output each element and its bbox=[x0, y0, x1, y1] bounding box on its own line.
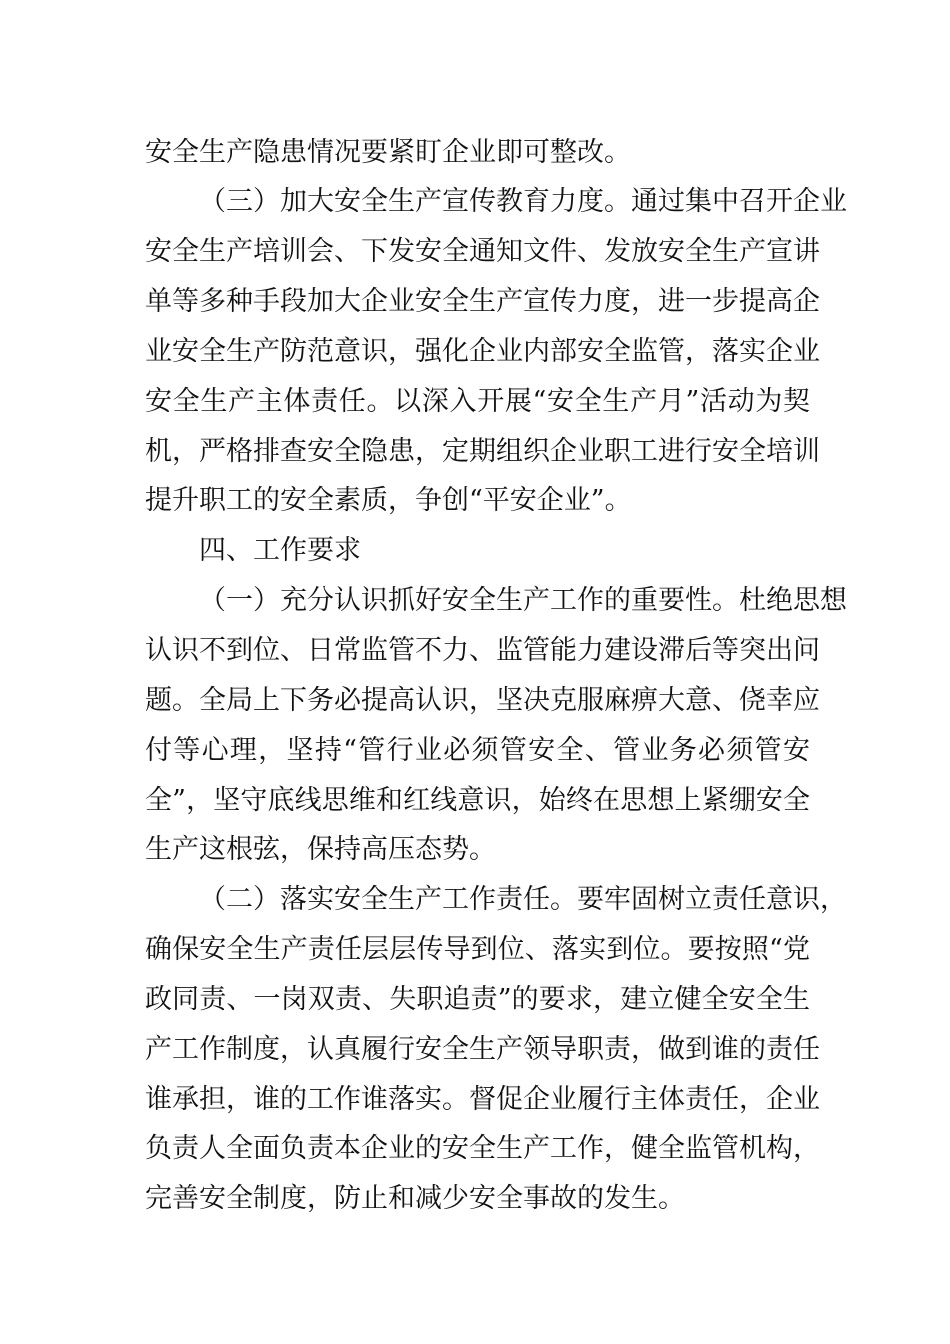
text-line: 确保安全生产责任层层传导到位、落实到位。要按照“党 bbox=[145, 934, 810, 965]
text-line: 题。全局上下务必提高认识，坚决克服麻痹大意、侥幸应 bbox=[145, 685, 820, 716]
text-line: 业安全生产防范意识，强化企业内部安全监管，落实企业 bbox=[145, 336, 820, 367]
text-line: （三）加大安全生产宣传教育力度。通过集中召开企业 bbox=[199, 186, 847, 217]
section-heading: 四、工作要求 bbox=[199, 535, 361, 566]
text-line: 政同责、一岗双责、失职追责”的要求，建立健全安全生 bbox=[145, 984, 810, 1015]
text-line: 负责人全面负责本企业的安全生产工作，健全监管机构， bbox=[145, 1133, 820, 1164]
text-line: 认识不到位、日常监管不力、监管能力建设滞后等突出问 bbox=[145, 635, 820, 666]
text-line: 产工作制度，认真履行安全生产领导职责，做到谁的责任 bbox=[145, 1034, 820, 1065]
text-line: 付等心理，坚持“管行业必须管安全、管业务必须管安 bbox=[145, 735, 810, 766]
text-line: 单等多种手段加大企业安全生产宣传力度，进一步提高企 bbox=[145, 286, 820, 317]
text-line: 生产这根弦，保持高压态势。 bbox=[145, 834, 496, 865]
text-line: （一）充分认识抓好安全生产工作的重要性。杜绝思想 bbox=[199, 585, 847, 616]
text-line: 完善安全制度，防止和减少安全事故的发生。 bbox=[145, 1183, 685, 1214]
text-line: 提升职工的安全素质，争创“平安企业”。 bbox=[145, 485, 632, 516]
text-line: 机，严格排查安全隐患，定期组织企业职工进行安全培训 bbox=[145, 436, 820, 467]
text-line: 安全生产隐患情况要紧盯企业即可整改。 bbox=[145, 137, 631, 168]
text-line: 安全生产主体责任。以深入开展“安全生产月”活动为契 bbox=[145, 386, 810, 417]
text-line: 谁承担，谁的工作谁落实。督促企业履行主体责任，企业 bbox=[145, 1084, 820, 1115]
text-line: 安全生产培训会、下发安全通知文件、发放安全生产宣讲 bbox=[145, 236, 820, 267]
text-line: 全”，坚守底线思维和红线意识，始终在思想上紧绷安全 bbox=[145, 785, 810, 816]
text-line: （二）落实安全生产工作责任。要牢固树立责任意识， bbox=[199, 884, 847, 915]
